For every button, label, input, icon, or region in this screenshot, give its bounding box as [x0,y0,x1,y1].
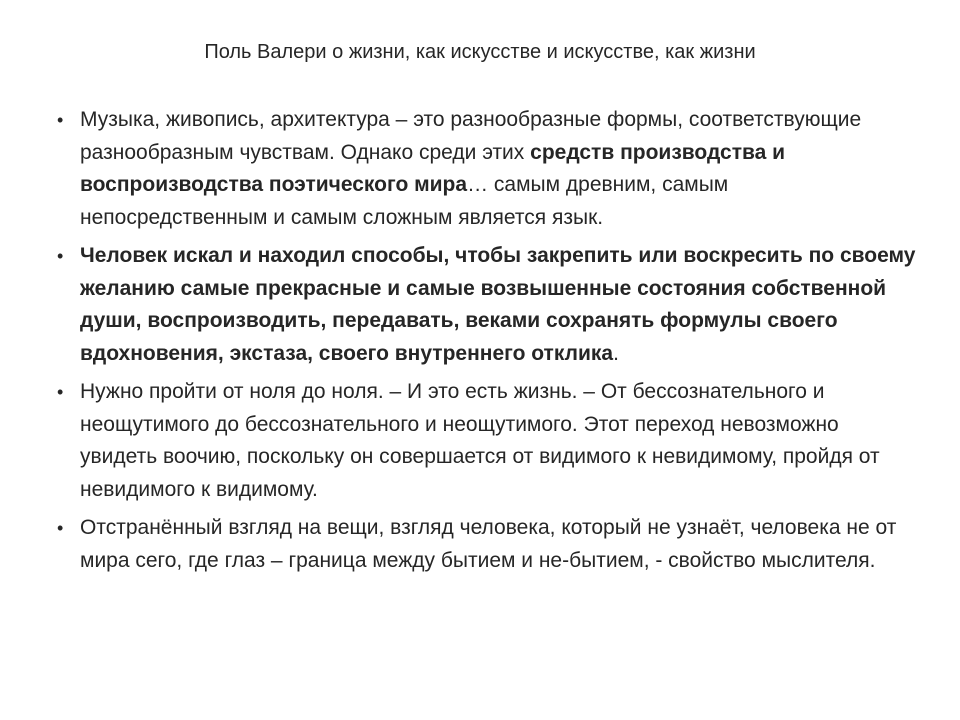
bullet-item-4 [56,512,916,577]
bullet-text: Нужно пройти от ноля до ноля. – И это есть жизнь. – От бессознательного и неощутимого до бессознательного и неощутимого. Этот переход невозможно увидеть воочию, поскольку он совершается от видимого к невидимому, пройдя от невидимого к видимому. [80,380,880,501]
bullet-icon: • [57,110,64,130]
bullet-text: . [613,341,619,365]
bullet-text: Отстранённый взгляд на вещи, взгляд человека, который не узнаёт, человека не от мира сего, где глаз – граница между бытием и не-бытием, - свойство мыслителя. [80,516,897,572]
bullet-text-bold: Человек искал и находил способы, чтобы закрепить или воскресить по своему желанию самые прекрасные и самые возвышенные состояния собственной души, воспроизводить, передавать, веками сохранять формулы своего вдохновения, экстаза, своего внутреннего отклика [80,244,916,365]
bullet-icon: • [57,518,64,538]
bullet-text: … самым древним, самым непосредственным и самым сложным является язык. [80,173,729,229]
slide-title: Поль Валери о жизни, как искусстве и искусстве, как жизни [204,41,756,63]
bullet-list [56,104,916,583]
bullet-item-3 [56,376,916,506]
bullet-icon: • [57,246,64,266]
bullet-text: Музыка, живопись, архитектура – это разнообразные формы, соответствующие разнообразным чувствам. Однако среди этих [80,108,862,164]
bullet-item-1 [56,104,916,234]
bullet-item-2 [56,240,916,370]
bullet-icon: • [57,382,64,402]
bullet-text-bold: средств производства и воспроизводства поэтического мира [80,140,786,196]
